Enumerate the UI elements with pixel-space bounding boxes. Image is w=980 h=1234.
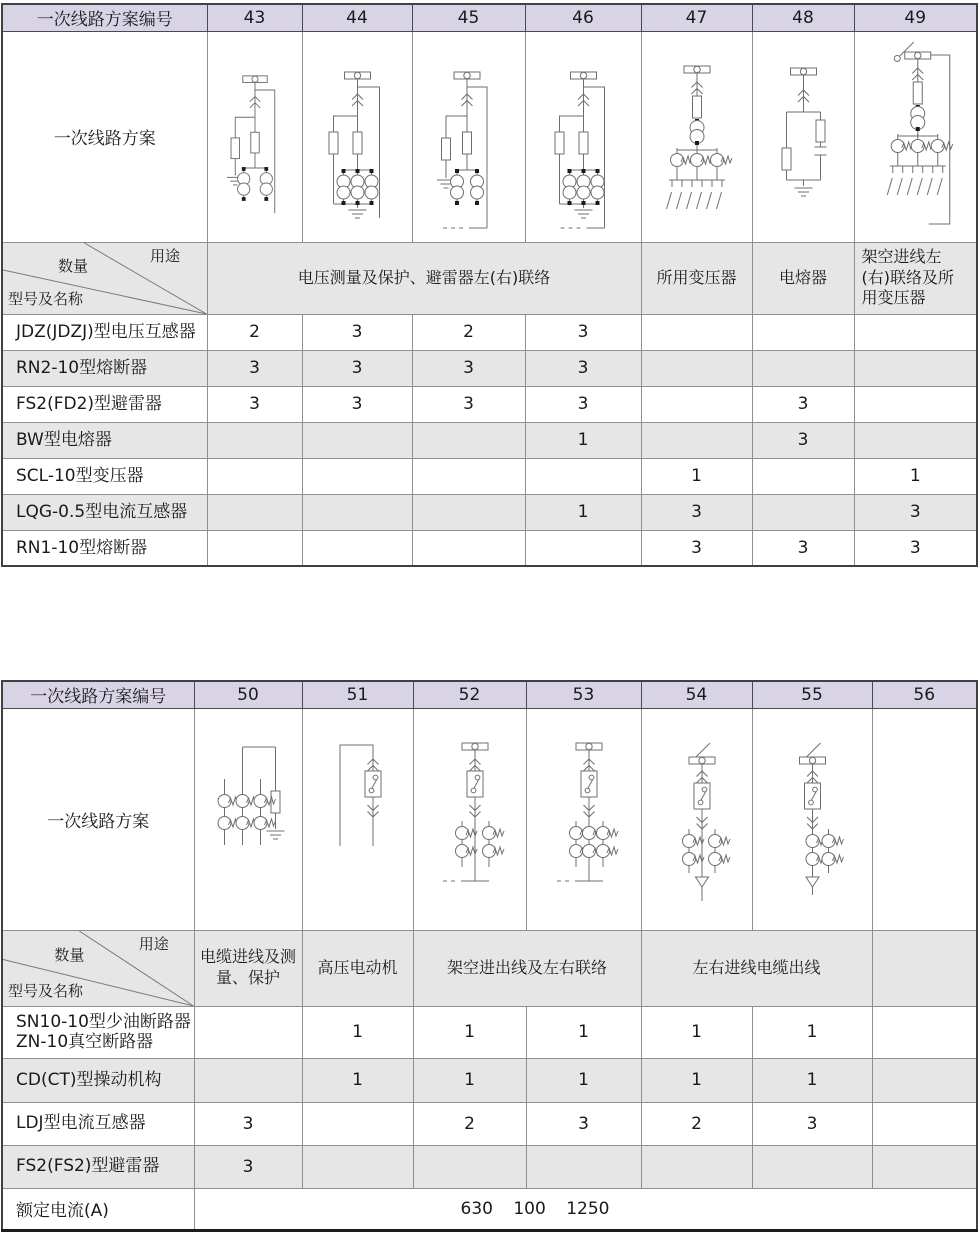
quantity-cell bbox=[641, 1145, 752, 1188]
quantity-cell: 3 bbox=[752, 1102, 872, 1145]
component-name-cell bbox=[2, 422, 207, 458]
quantity-cell: 3 bbox=[526, 1102, 641, 1145]
circuit-diagram-54 bbox=[642, 709, 752, 929]
circuit-diagram-cell bbox=[752, 31, 854, 242]
scheme-number-cell: 44 bbox=[302, 4, 412, 31]
component-row bbox=[2, 314, 977, 350]
quantity-cell: 3 bbox=[854, 494, 977, 530]
quantity-cell bbox=[207, 422, 302, 458]
circuit-diagram-cell bbox=[413, 708, 526, 930]
corner-label-quantity: 数量 bbox=[57, 256, 88, 275]
quantity-cell: 3 bbox=[641, 494, 752, 530]
usage-cell: 高压电动机 bbox=[302, 930, 413, 1006]
scheme-number-cell: 52 bbox=[413, 681, 526, 708]
component-name-cell bbox=[2, 1102, 194, 1145]
quantity-cell bbox=[872, 1058, 977, 1102]
component-row bbox=[2, 350, 977, 386]
quantity-cell: 3 bbox=[854, 530, 977, 566]
corner-label-usage: 用途 bbox=[138, 935, 169, 953]
quantity-cell bbox=[194, 1006, 302, 1058]
component-name-cell bbox=[2, 530, 207, 566]
quantity-cell bbox=[412, 458, 525, 494]
quantity-cell: 2 bbox=[207, 314, 302, 350]
quantity-cell bbox=[302, 1145, 413, 1188]
quantity-cell: 1 bbox=[526, 1006, 641, 1058]
diagram-row-header: 一次线路方案 bbox=[2, 31, 207, 242]
component-name: CD(CT)型操动机构 bbox=[16, 1069, 162, 1090]
circuit-diagram-cell bbox=[854, 31, 977, 242]
quantity-cell: 3 bbox=[207, 350, 302, 386]
quantity-cell: 3 bbox=[752, 530, 854, 566]
circuit-diagram-cell bbox=[302, 708, 413, 930]
circuit-diagram-49 bbox=[855, 32, 977, 241]
component-row bbox=[2, 530, 977, 566]
quantity-cell bbox=[752, 314, 854, 350]
circuit-diagram-47 bbox=[642, 32, 752, 241]
circuit-diagram-cell bbox=[641, 708, 752, 930]
scheme-number-cell: 55 bbox=[752, 681, 872, 708]
circuit-diagram-53 bbox=[527, 709, 641, 929]
usage-cell: 架空进出线及左右联络 bbox=[413, 930, 641, 1006]
usage-cell: 电缆进线及测量、保护 bbox=[194, 930, 302, 1006]
usage-cell: 电压测量及保护、避雷器左(右)联络 bbox=[207, 242, 641, 314]
rated-current-row bbox=[2, 1188, 977, 1230]
quantity-cell: 1 bbox=[413, 1006, 526, 1058]
quantity-cell: 1 bbox=[302, 1006, 413, 1058]
quantity-cell bbox=[413, 1145, 526, 1188]
scheme-number-cell: 45 bbox=[412, 4, 525, 31]
quantity-cell bbox=[302, 422, 412, 458]
quantity-cell bbox=[641, 386, 752, 422]
component-name-cell bbox=[2, 314, 207, 350]
usage-cell: 所用变压器 bbox=[641, 242, 752, 314]
quantity-cell bbox=[525, 458, 641, 494]
circuit-diagram-51 bbox=[303, 709, 413, 929]
quantity-cell: 3 bbox=[194, 1145, 302, 1188]
quantity-cell bbox=[412, 530, 525, 566]
quantity-cell bbox=[641, 314, 752, 350]
component-name: FS2(FD2)型避雷器 bbox=[16, 393, 163, 414]
quantity-cell bbox=[526, 1145, 641, 1188]
quantity-cell bbox=[412, 422, 525, 458]
quantity-cell bbox=[412, 494, 525, 530]
component-name: RN2-10型熔断器 bbox=[16, 357, 148, 378]
quantity-cell: 1 bbox=[752, 1058, 872, 1102]
component-name: FS2(FS2)型避雷器 bbox=[16, 1156, 160, 1177]
quantity-cell: 3 bbox=[752, 386, 854, 422]
quantity-cell: 1 bbox=[525, 494, 641, 530]
quantity-cell bbox=[854, 350, 977, 386]
circuit-diagram-44 bbox=[303, 32, 412, 241]
circuit-diagram-52 bbox=[414, 709, 526, 929]
component-name-cell bbox=[2, 1006, 194, 1058]
quantity-cell: 1 bbox=[525, 422, 641, 458]
scheme-number-header: 一次线路方案编号 bbox=[2, 4, 207, 31]
scheme-number-cell: 53 bbox=[526, 681, 641, 708]
component-name: LDJ型电流互感器 bbox=[16, 1113, 146, 1134]
component-name: SN10-10型少油断路器 bbox=[16, 1011, 191, 1032]
quantity-cell bbox=[302, 530, 412, 566]
quantity-cell: 3 bbox=[525, 314, 641, 350]
quantity-cell bbox=[641, 422, 752, 458]
circuit-diagram-55 bbox=[753, 709, 872, 929]
circuit-diagram-45 bbox=[413, 32, 525, 241]
component-name-cell bbox=[2, 350, 207, 386]
quantity-cell: 1 bbox=[526, 1058, 641, 1102]
component-row bbox=[2, 1145, 977, 1188]
scheme-number-cell: 49 bbox=[854, 4, 977, 31]
quantity-cell bbox=[854, 422, 977, 458]
rated-current-label: 额定电流(A) bbox=[2, 1188, 194, 1230]
scheme-table-2 bbox=[1, 680, 978, 1232]
quantity-cell: 3 bbox=[525, 386, 641, 422]
quantity-cell: 1 bbox=[413, 1058, 526, 1102]
quantity-cell bbox=[752, 1145, 872, 1188]
quantity-cell: 2 bbox=[641, 1102, 752, 1145]
quantity-cell bbox=[752, 458, 854, 494]
quantity-cell: 3 bbox=[752, 422, 854, 458]
scheme-table-1 bbox=[1, 3, 978, 567]
component-name: RN1-10型熔断器 bbox=[16, 537, 148, 558]
usage-cell bbox=[872, 930, 977, 1006]
component-row bbox=[2, 386, 977, 422]
circuit-diagram-46 bbox=[526, 32, 641, 241]
scheme-number-cell: 47 bbox=[641, 4, 752, 31]
scheme-number-cell: 43 bbox=[207, 4, 302, 31]
quantity-cell bbox=[207, 458, 302, 494]
quantity-cell bbox=[641, 350, 752, 386]
component-row bbox=[2, 494, 977, 530]
scheme-number-cell: 54 bbox=[641, 681, 752, 708]
quantity-cell: 3 bbox=[207, 386, 302, 422]
component-row bbox=[2, 1006, 977, 1058]
quantity-cell: 1 bbox=[641, 458, 752, 494]
quantity-cell bbox=[872, 1102, 977, 1145]
corner-label-model: 型号及名称 bbox=[8, 290, 84, 309]
component-row bbox=[2, 422, 977, 458]
circuit-diagram-cell bbox=[412, 31, 525, 242]
quantity-cell bbox=[752, 494, 854, 530]
component-name-cell bbox=[2, 1058, 194, 1102]
quantity-cell: 3 bbox=[525, 350, 641, 386]
component-row bbox=[2, 1058, 977, 1102]
circuit-diagram-50 bbox=[195, 709, 302, 929]
quantity-cell: 1 bbox=[752, 1006, 872, 1058]
component-row bbox=[2, 458, 977, 494]
circuit-diagram-56 bbox=[873, 709, 977, 929]
circuit-diagram-cell bbox=[641, 31, 752, 242]
usage-cell: 左右进线电缆出线 bbox=[641, 930, 872, 1006]
quantity-cell bbox=[207, 494, 302, 530]
corner-header-cell bbox=[2, 242, 207, 314]
quantity-cell: 3 bbox=[641, 530, 752, 566]
quantity-cell: 1 bbox=[641, 1058, 752, 1102]
quantity-cell: 2 bbox=[413, 1102, 526, 1145]
scheme-number-cell: 56 bbox=[872, 681, 977, 708]
quantity-cell bbox=[302, 494, 412, 530]
circuit-diagram-cell bbox=[526, 708, 641, 930]
scheme-number-cell: 46 bbox=[525, 4, 641, 31]
quantity-cell bbox=[207, 530, 302, 566]
component-name: BW型电熔器 bbox=[16, 429, 112, 450]
quantity-cell bbox=[872, 1145, 977, 1188]
quantity-cell: 3 bbox=[194, 1102, 302, 1145]
circuit-diagram-cell bbox=[207, 31, 302, 242]
component-name-cell bbox=[2, 458, 207, 494]
scheme-number-cell: 51 bbox=[302, 681, 413, 708]
quantity-cell: 3 bbox=[412, 350, 525, 386]
scheme-number-header: 一次线路方案编号 bbox=[2, 681, 194, 708]
scheme-number-cell: 50 bbox=[194, 681, 302, 708]
quantity-cell bbox=[302, 458, 412, 494]
component-name-cell bbox=[2, 494, 207, 530]
quantity-cell: 3 bbox=[412, 386, 525, 422]
quantity-cell bbox=[752, 350, 854, 386]
quantity-cell bbox=[302, 1102, 413, 1145]
quantity-cell: 3 bbox=[302, 314, 412, 350]
component-name: ZN-10真空断路器 bbox=[16, 1032, 154, 1052]
quantity-cell bbox=[854, 386, 977, 422]
component-name-cell bbox=[2, 1145, 194, 1188]
quantity-cell bbox=[854, 314, 977, 350]
corner-label-usage: 用途 bbox=[150, 246, 181, 265]
component-row bbox=[2, 1102, 977, 1145]
circuit-diagram-48 bbox=[753, 32, 854, 241]
quantity-cell bbox=[872, 1006, 977, 1058]
component-name: LQG-0.5型电流互感器 bbox=[16, 501, 188, 522]
corner-header-cell bbox=[2, 930, 194, 1006]
circuit-diagram-cell bbox=[302, 31, 412, 242]
rated-current-values: 630 100 1250 bbox=[194, 1188, 977, 1230]
diagram-row-header: 一次线路方案 bbox=[2, 708, 194, 930]
component-name: SCL-10型变压器 bbox=[16, 465, 144, 486]
scheme-number-cell: 48 bbox=[752, 4, 854, 31]
quantity-cell bbox=[194, 1058, 302, 1102]
quantity-cell: 3 bbox=[302, 386, 412, 422]
quantity-cell: 3 bbox=[302, 350, 412, 386]
circuit-diagram-cell bbox=[525, 31, 641, 242]
circuit-diagram-cell bbox=[194, 708, 302, 930]
quantity-cell: 1 bbox=[641, 1006, 752, 1058]
circuit-diagram-cell bbox=[872, 708, 977, 930]
corner-label-model: 型号及名称 bbox=[8, 982, 84, 1001]
quantity-cell: 1 bbox=[854, 458, 977, 494]
quantity-cell bbox=[525, 530, 641, 566]
corner-label-quantity: 数量 bbox=[54, 945, 85, 964]
quantity-cell: 1 bbox=[302, 1058, 413, 1102]
component-name-cell bbox=[2, 386, 207, 422]
circuit-diagram-43 bbox=[208, 32, 302, 241]
usage-cell: 架空进线左(右)联络及所用变压器 bbox=[854, 242, 977, 314]
usage-cell: 电熔器 bbox=[752, 242, 854, 314]
quantity-cell: 2 bbox=[412, 314, 525, 350]
circuit-diagram-cell bbox=[752, 708, 872, 930]
component-name: JDZ(JDZJ)型电压互感器 bbox=[16, 321, 196, 342]
